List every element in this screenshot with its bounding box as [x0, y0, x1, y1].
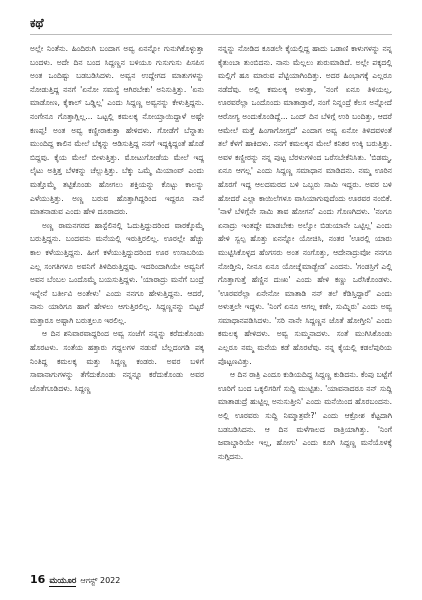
header-divider: [30, 34, 392, 35]
paragraph: ಅಲ್ಲೇ ನಿಂತೆನು. ಹಿಂದಿರುಗಿ ಬಂದಾಗ ಅವ್ವ ಏನನ್ನೋ ಗುನುಗಿಕೊಳ್ಳುತ್ತಾ ಬಂದಳು. ಅದೇ ದಿನ ಬಂದ ಸಿದ್ದಣ್ಣನ ಬಳಿಯೂ ಗುಸುಗುಸು ಪಿಸಪಿಸ ಅಂತ ಒಂದಿಷ್ಟು ಬಡಬಡಿಸಿದಳು. ಅವ್ವನ ಉದ್ದೇಗದ ಮಾತುಗಳನ್ನು ನೋಡುತ್ತಿದ್ದ ನನಗೆ 'ಏನೋ ಸಮಸ್ಯೆ ಆಗಿರಬೇಕು' ಅನಿಸುತ್ತಿತ್ತು. 'ಏನು ಮಾಡೋಣ, ಕೈಕಾಲ್ ಒಡ್ಡಿಲ್ಲ' ಎಂದು ಸಿದ್ದಣ್ಣ ಅವ್ವನನ್ನು ಕೇಳುತ್ತಿದ್ದನು. ನಂಗೇನೂ ಗೊತ್ತಾಗ್ಲಿಲ್ಲ... ಒಟ್ಟಲ್ಲಿ ಕಮಲಕ್ಕ ನೋಯ್ತಾಯಿದ್ದಾಳೆ ಅಷ್ಟೇ ಕಣಪ್ಪ! ಅಂತ ಅವ್ವ ಕಣ್ಣೀರಾಕುತ್ತಾ ಹೇಳಿದಳು. ಗೋಡೆಗೆ ಬೆನ್ನಾತು ಮುಂದಿದ್ದ ಕಾಲಿನ ಮೇಲೆ ಬೆಕ್ಕನ್ನು ಆಡಿಸುತ್ತಿದ್ದ ನನಗೆ ಇದ್ದಕ್ಕಿದ್ದಂತೆ ಹೊಡೆ ಬಿದ್ದವು. ಕೈಯ ಮೇಲೆ ಬೀಳುತ್ತಿತ್ತು. ಮೋಟುಗೋಡೆಯ ಮೇಲೆ ಇದ್ದ ಲೈಟು ಅತ್ತಿತ್ತ ಬೆಳಕನ್ನು ಚೆಲ್ಲುತ್ತಿತ್ತು. ಬೆಕ್ಕು ಒಮ್ಮೆ ಮಿಯಾಂವ್ ಎಂದು ಮತ್ತೊಮ್ಮೆ ತಟ್ಟಿಕೊಂಡು ಹೋಗಲು ಶಕ್ತಿಯನ್ನು ಕೊಟ್ಟು ಕಾಲನ್ನು ಎಳೆಯುತ್ತಿತ್ತು. ಅಣ್ಣ ಬರುವ ಹೊತ್ತಾಗಿದ್ದರಿಂದ ಇದ್ದರೂ ನಾನೆ ಮಾತನಾಡುವ ಎಂದು ಹೇಳಿ ದೂರಾದರು.: [30, 44, 204, 217]
issue-date: ಆಗಸ್ಟ್ 2022: [80, 576, 121, 585]
paragraph: ಆ ದಿನ ರಾತ್ರಿ ಎಂದೂ ಕುಡಿಯದಿದ್ದ ಸಿದ್ದಣ್ಣ ಕುಡಿದನು. ಕೆಂಪು ಬಟ್ಟೆಗೆ ಊರಿಗೆ ಬಂದ ಒಕ್ಕಲಿಗರಿಗೆ ಸುದ್ದಿ ಮುಟ್ಟಿತು. 'ಯಾವನಾದರೂ ನನ್ ಸುದ್ದಿ ಮಾತಾಡುದ್ರೆ ಹುಟ್ಟಿಲ್ಲ ಅನುಸುತ್ತೀನಿ' ಎಂದು ಮನೆಯಿಂದ ಹೊರಬಂದನು. ಅಲ್ಲಿ ಊರವರು ಸುದ್ದಿ ನಿಮ್ಮಾತ್ರವೇ?' ಎಂದು ಆಕ್ರೋಶ ಕೆಟ್ಟದಾಗಿ ಬಡಬಡಿಸಿದನು. ಆ ದಿನ ಮಳೆಗಾಲದ ರಾತ್ರಿಯಾಗಿತ್ತು. 'ನಿಂಗೆ ಜವಾಬ್ದಾರಿಯೇ ಇಲ್ಲ, ಹೋಗು' ಎಂದು ಕೂಗಿ ಸಿದ್ದಣ್ಣ ಮನೆಯೊಳಕ್ಕೆ ನುಗ್ಗಿದನು.: [218, 370, 392, 461]
magazine-name: ಮಯೂರ: [49, 576, 77, 586]
page-header: [30, 16, 44, 31]
paragraph: ನನ್ನನ್ನು ನೋಡಿದ ಕೂಡಲೇ ಕೈಯಲ್ಲಿದ್ದ ಹಾದು ಒಡಾಣಿ ಕಾಳುಗಳನ್ನು ನನ್ನ ಕೈತುಂಬಾ ತುಂಬಿದನು. ನಾನು ಮೆಲ್ಲಲು ಶುರುಮಾಡಿದೆ. ಅಲ್ಲೇ ಪಕ್ಕದಲ್ಲಿ ಮಲ್ಲಿಗೆ ಹೂ ಮಾರುವ ಪೆಟ್ಟಿಯಾಗಿಂದಿತ್ತು. ಅದರ ಹಿಂಭಾಗಕ್ಕೆ ಎಲ್ಲರೂ ನಡೆದೆವು. ಅಲ್ಲಿ ಕಮಲಕ್ಕ ಅಳುತ್ತಾ, 'ನಂಗೆ ಏನೂ ತಿಳಿಯಲ್ಲ, ಊರವರೆಲ್ಲಾ ಒಂದೊಂದು ಮಾತಾಡ್ತಾರೆ, ನಂಗೆ ನಿನ್ನಂದ್ರೆ ಕೆಲಸ ಅನ್ನೋದೆ ಆರೋಗ್ಯ ಅಂದುಕೊಂಡಿದ್ದೆ... ಒಂದ್ ದಿನ ಬೆಳಿಗ್ಗೆ ಉರಿ ಬಂದಿತ್ತು, ಆದರೆ ಆಮೇಲೆ ಮತ್ತೆ ಹಿಂಗಾಗೋಗ್ತದೆ' ಎಂದಾಗ ಅವ್ವ ಏನೋ ತಿಳಿದವಳಂತೆ ತಲೆ ಕೆಳಗೆ ಹಾಕಿದಳು. ನನಗೆ ಕಮಲಕ್ಕನ ಮೇಲೆ ಕನಿಕರ ಉಕ್ಕಿ ಬರುತ್ತಿತ್ತು. ಅವಳ ಕಣ್ಣೀರನ್ನು ನನ್ನ ಪುಟ್ಟ ಬೆರಳುಗಳಿಂದ ಒರೆಸಬೇಕೆನಿಸಿತು. 'ಬಿಡಮ್ಮ, ಏನೂ ಆಗಲ್ಲ' ಎಂದು ಸಿದ್ದಣ್ಣ ಸಮಾಧಾನ ಮಾಡಿದನು. ನಮ್ಮ ಊರಿನ ಹೊರಗೆ ಇದ್ದ ಆಲದಮರದ ಬಳಿ ಒಬ್ಬರು ಸಾಮಿ ಇದ್ದರು. ಅವರ ಬಳಿ ಹೋದರೆ ಎಲ್ಲಾ ಕಾಯಿಲೆಗಳೂ ವಾಸಿಯಾಗುವುದೆಂದು ಊರವರ ನಂಬಿಕೆ. 'ನಾಳೆ ಬೆಳಿಗ್ಗೆನೇ ಸಾಮಿ ತಾವ ಹೋಗನ' ಎಂದು ಗೊಣಗಿದಳು. 'ನಂಗೂ ಏನಾದ್ರು ಇಂತದ್ದೇ ಮಾಡಬೇಕು ಅಲ್ವೋ ಬಿಡುಯಾನೇ ಒಟ್ಟಿಲ್ಲ' ಎಂದು ಹೇಳಿ ಸ್ವಲ್ಪ ಹೊತ್ತು ಏನನ್ನೋ ಯೋಚಿಸಿ, ನಂತರ 'ಊರಲ್ಲಿ ಯಾರು ಮುಟ್ಟಿಸಿಕೊಳ್ಳದ ಹೆಂಗಸರು ಅಂತ ನಂಗೊತ್ತು, ಆದೇನಾದ್ರುವೋ ನನಗೂ ನೋಡ್ತೀನಿ, ನೀನೂ ಏನೂ ಯೋಚ್ನೆಮಾಡ್ಬೇಡ' ಎಂದನು. 'ಗಂಡಸ್ರಿಗೆ ಎಲ್ಲಿ ಗೊತ್ತಾಗುತ್ತೆ ಹೆಣ್ಣಿನ ದುಃಖ' ಎಂದು ಹೇಳಿ ಕಣ್ಣು ಒರೆಸಿಕೊಂಡಳು. 'ಊರವರೆಲ್ಲಾ ಏನೇನೋ ಮಾತಾಡಿ ನನ್ ತಲೆ ಕೆಡಿಸ್ತಿದ್ದಾರೆ' ಎಂದು ಅಳುತ್ತಲೇ ಇದ್ದಳು. 'ನಿಂಗೆ ಏನೂ ಆಗಲ್ಲ ಕಣೇ, ಸುಮ್ನಿರು' ಎಂದು ಅವ್ವ ಸಮಾಧಾನಪಡಿಸಿದಳು. 'ಸರಿ ನಾನೇ ಸಿದ್ದಣ್ಣನ ಜೊತೆ ಹೋಗ್ತೀನಿ' ಎಂದು ಕಮಲಕ್ಕ ಹೇಳಿದಳು. ಅವ್ವ ಸುಮ್ಮನಾದಳು. ಸಂತೆ ಮುಗಿಸಿಕೊಂಡು ಎಲ್ಲರೂ ನಮ್ಮ ಮನೆಯ ಕಡೆ ಹೊರಟೆವು. ನನ್ನ ಕೈಯಲ್ಲಿ ಕಡಲೆಪುರಿಯ ಪೊಟ್ಟಣವಿತ್ತು.: [218, 44, 392, 366]
paragraph: ಆ ದಿನ ಶನಿವಾರವಾದ್ದರಿಂದ ಅವ್ವ ಸಂಜೆಗೆ ನನ್ನನ್ನು ಕರೆದುಕೊಂಡು ಹೊರಟಳು. ಸಂತೆಯ ಹತ್ತಾರು ಗದ್ದಲಗಳ ನಡುವೆ ಬೆಲ್ಲದಂಗಡಿ ಪಕ್ಕ ನಿಂತಿದ್ದ ಕಮಲಕ್ಕ ಮತ್ತು ಸಿದ್ದಣ್ಣ ಕಂಡರು. ಅವರ ಬಳಿಗೆ ಸಾವಾನಾಗುಗಳನ್ನು ತೆಗೆದುಕೊಂಡು ನನ್ನನ್ನೂ ಕರೆದುಕೊಂಡು ಅವರ ಜೊತೆಗೂಡಿದಳು. ಸಿದ್ದಣ್ಣ: [30, 329, 204, 393]
article-body: [30, 42, 392, 562]
paragraph: ಅಣ್ಣ ರಾಮನಗರದ ಹಾಸ್ಟೆಲಿನಲ್ಲಿ ಓದುತ್ತಿದ್ದುದರಿಂದ ವಾರಕ್ಕೊಮ್ಮೆ ಬರುತ್ತಿದ್ದನು. ಬಂದವನು ಮನೆಯಲ್ಲಿ ಇರುತ್ತಿರಲಿಲ್ಲ. ಊರಲ್ಲೇ ಹೆಚ್ಚು ಕಾಲ ಕಳೆಯುತ್ತಿದ್ದನು. ಹೀಗೆ ಕಳೆಯುತ್ತಿದ್ದುದರಿಂದ ಊರ ಉಸಾಬರಿಯ ಎಲ್ಲ ಸಂಗತಿಗಳೂ ಅವನಿಗೆ ತಿಳಿದಿರುತ್ತಿದ್ದವು. ಇದರಿಂದಾಗಿಯೇ ಅವ್ವನಿಗೆ ಅವನ ಬೆಂಬಲ ಒಂದೊಮ್ಮೆ ಬಯಸುತ್ತಿದ್ದಳು. 'ಯಾರಾದ್ರು ಮನೆಗೆ ಬಂದ್ರೆ ಇನ್ನೇನೆ ಬರ್ತೀವಿ ಅಂತೇಳು' ಎಂದು ನನಗೂ ಹೇಳುತ್ತಿದ್ದನು. ಆದರೆ, ನಾನು ಯಾರಿಗೂ ಹಾಗೆ ಹೇಳಲು ಆಗುತ್ತಿರಲಿಲ್ಲ. ಸಿದ್ದಣ್ಣನನ್ನು ಬಿಟ್ಟರೆ ಮತ್ತಾರೂ ಅಷ್ಟಾಗಿ ಬರುತ್ತಲೂ ಇರಲಿಲ್ಲ.: [30, 220, 204, 325]
page-number: 16: [30, 573, 46, 586]
text-column-left: [30, 42, 204, 562]
section-label: ಕಥೆ: [30, 16, 44, 30]
page-footer: [30, 573, 120, 587]
text-column-right: [218, 42, 392, 562]
